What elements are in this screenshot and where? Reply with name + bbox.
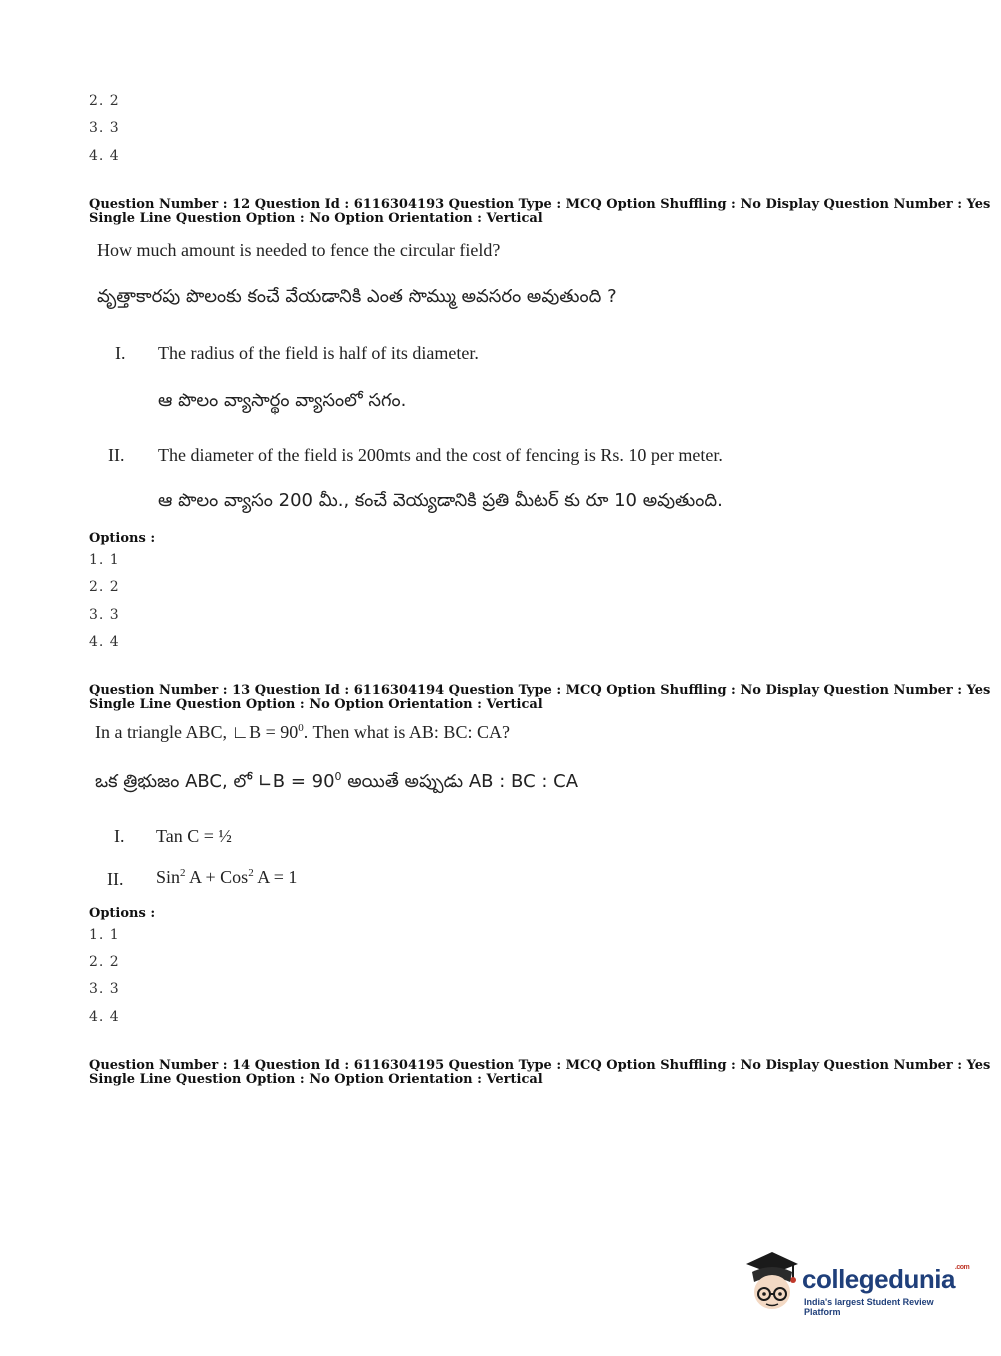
q12-statement-2-number: II.	[108, 445, 125, 465]
mascot-icon	[742, 1250, 802, 1316]
q13-statement-2-number: II.	[107, 869, 124, 889]
q12-statement-2-telugu: ఆ పొలం వ్యాసం 200 మీ., కంచే వెయ్యడానికి ప్రతి మీటర్ కు రూ 10 అవుతుంది.	[158, 490, 723, 511]
q12-question-english: How much amount is needed to fence the circular field?	[97, 240, 501, 260]
q12-statement-2-english: The diameter of the field is 200mts and the cost of fencing is Rs. 10 per meter.	[158, 445, 723, 465]
q13-statement-2: Sin$^2$ A + Cos$^2$ A = 1	[156, 867, 298, 887]
prev-option-4: 4. 4	[89, 148, 120, 164]
q13-meta-line1: Question Number : 13 Question Id : 6116304194 Question Type : MCQ Option Shuffling : No Display Question Number : Yes	[89, 683, 991, 698]
q14-meta-line1: Question Number : 14 Question Id : 6116304195 Question Type : MCQ Option Shuffling : No Display Question Number : Yes	[89, 1058, 991, 1073]
q13-meta-line2: Single Line Question Option : No Option Orientation : Vertical	[89, 697, 543, 712]
q12-option-2: 2. 2	[89, 579, 120, 595]
q13-option-2: 2. 2	[89, 954, 120, 970]
q12-question-telugu: వృత్తాకారపు పొలంకు కంచే వేయడానికి ఎంత సొమ్ము అవసరం అవుతుంది ?	[97, 286, 617, 307]
q13-options-label: Options :	[89, 906, 156, 921]
q14-meta-line2: Single Line Question Option : No Option Orientation : Vertical	[89, 1072, 543, 1087]
q13-statement-1: Tan C = ½	[156, 826, 232, 846]
logo-tagline: India's largest Student Review Platform	[804, 1297, 934, 1317]
q13-question-telugu: ఒక త్రిభుజం ABC, లో ∟B = $90^0$ అయితే అప్పుడు AB : BC : CA	[95, 770, 579, 792]
q12-statement-1-telugu: ఆ పొలం వ్యాసార్థం వ్యాసంలో సగం.	[158, 390, 407, 411]
prev-option-3: 3. 3	[89, 120, 120, 136]
logo-wordmark: collegedunia$^{.com}$	[802, 1264, 970, 1294]
q12-options-label: Options :	[89, 531, 156, 546]
q12-statement-1-english: The radius of the field is half of its diameter.	[158, 343, 479, 363]
q12-option-1: 1. 1	[89, 552, 120, 568]
q12-option-4: 4. 4	[89, 634, 120, 650]
q13-question-english: In a triangle ABC, ∟B = $90^0$. Then what is AB: BC: CA?	[95, 722, 510, 742]
collegedunia-logo	[742, 1250, 972, 1320]
q12-statement-1-number: I.	[115, 343, 126, 363]
q13-statement-1-number: I.	[114, 826, 125, 846]
q13-option-3: 3. 3	[89, 981, 120, 997]
q12-meta-line2: Single Line Question Option : No Option Orientation : Vertical	[89, 211, 543, 226]
prev-option-2: 2. 2	[89, 93, 120, 109]
q13-option-4: 4. 4	[89, 1009, 120, 1025]
q12-option-3: 3. 3	[89, 607, 120, 623]
q13-option-1: 1. 1	[89, 927, 120, 943]
q12-meta-line1: Question Number : 12 Question Id : 6116304193 Question Type : MCQ Option Shuffling : No Display Question Number : Yes	[89, 197, 991, 212]
